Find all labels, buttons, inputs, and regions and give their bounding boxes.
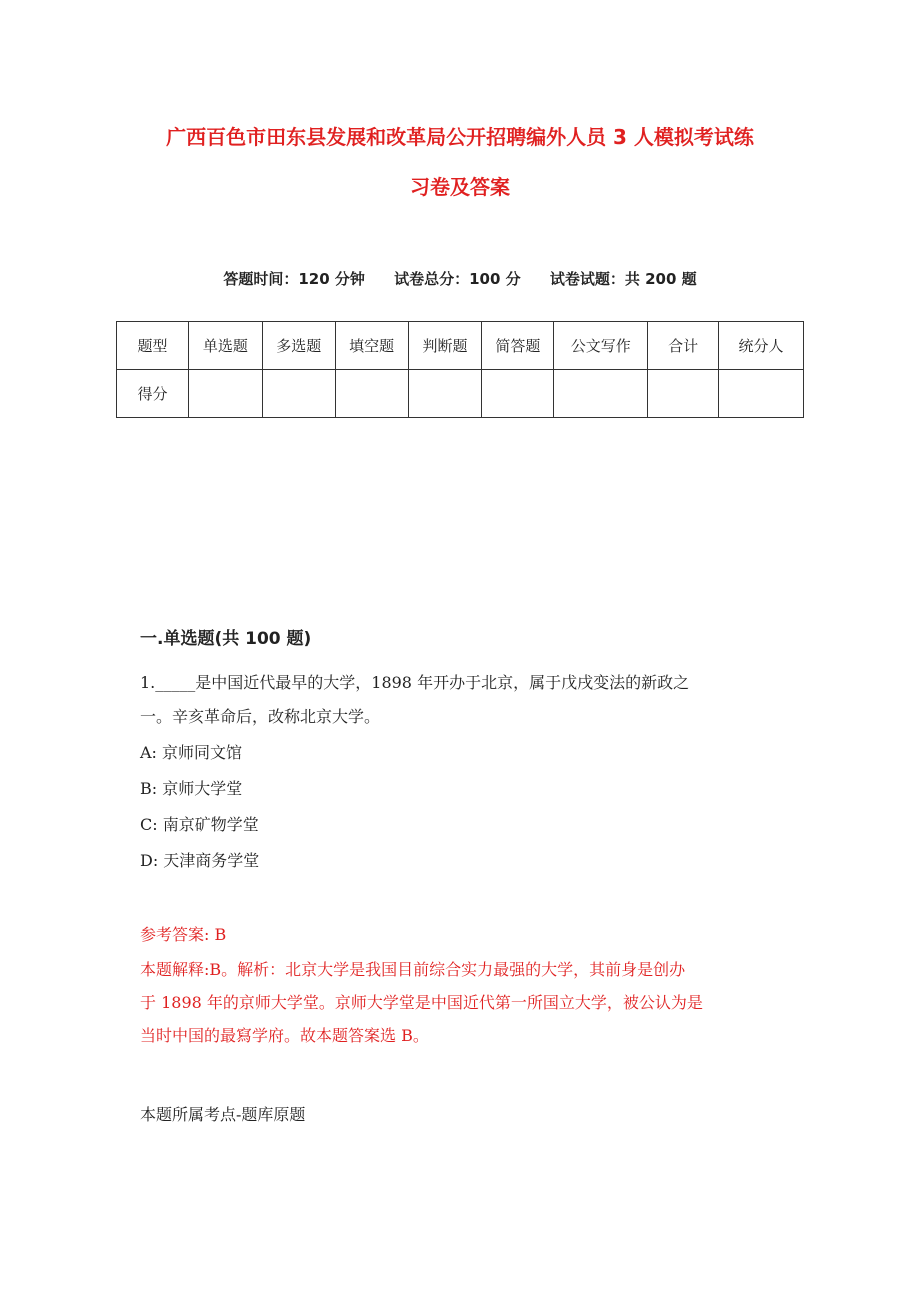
exam-time: 答题时间：120 分钟 — [223, 270, 365, 288]
score-header-cell: 简答题 — [482, 322, 554, 370]
score-cell — [554, 370, 648, 418]
document-title — [110, 112, 810, 212]
score-cell — [482, 370, 554, 418]
score-cell — [408, 370, 482, 418]
explanation-line-1: 本题解释:B。解析：北京大学是我国目前综合实力最强的大学，其前身是创办 — [140, 960, 686, 979]
score-header-cell: 合计 — [648, 322, 719, 370]
score-table — [116, 321, 804, 418]
reference-answer: 参考答案: B — [140, 925, 227, 944]
option-c: C: 南京矿物学堂 — [140, 815, 259, 834]
score-header-cell: 统分人 — [719, 322, 804, 370]
question-options — [140, 735, 790, 879]
answer-explanation — [140, 953, 790, 1052]
score-header-cell: 单选题 — [188, 322, 262, 370]
exam-question-count: 试卷试题：共 200 题 — [549, 270, 697, 288]
score-cell — [262, 370, 335, 418]
score-table-header-row — [117, 322, 804, 370]
question-topic: 本题所属考点-题库原题 — [140, 1105, 306, 1124]
score-header-cell: 题型 — [117, 322, 189, 370]
score-header-cell: 填空题 — [335, 322, 408, 370]
score-table-score-row — [117, 370, 804, 418]
explanation-line-3: 当时中国的最寫学府。故本题答案选 B。 — [140, 1026, 429, 1045]
score-cell — [719, 370, 804, 418]
section-heading: 一.单选题(共 100 题) — [140, 629, 312, 649]
score-header-cell: 多选题 — [262, 322, 335, 370]
title-line-2: 习卷及答案 — [410, 175, 510, 199]
title-line-1: 广西百色市田东县发展和改革局公开招聘编外人员 3 人模拟考试练 — [166, 125, 754, 149]
score-header-cell: 判断题 — [408, 322, 482, 370]
score-cell — [648, 370, 719, 418]
question-stem-line-2: 一。辛亥革命后，改称北京大学。 — [140, 707, 381, 726]
score-cell — [335, 370, 408, 418]
exam-total-score: 试卷总分：100 分 — [394, 270, 521, 288]
question-stem — [140, 666, 790, 734]
question-stem-line-1: 1._____是中国近代最早的大学，1898 年开办于北京，属于戊戌变法的新政之 — [140, 673, 690, 692]
option-b: B: 京师大学堂 — [140, 779, 243, 798]
score-header-cell: 公文写作 — [554, 322, 648, 370]
exam-meta — [0, 268, 920, 289]
score-row-label: 得分 — [117, 370, 189, 418]
option-a: A: 京师同文馆 — [140, 743, 243, 762]
explanation-line-2: 于 1898 年的京师大学堂。京师大学堂是中国近代第一所国立大学，被公认为是 — [140, 993, 703, 1012]
score-cell — [188, 370, 262, 418]
option-d: D: 天津商务学堂 — [140, 851, 260, 870]
